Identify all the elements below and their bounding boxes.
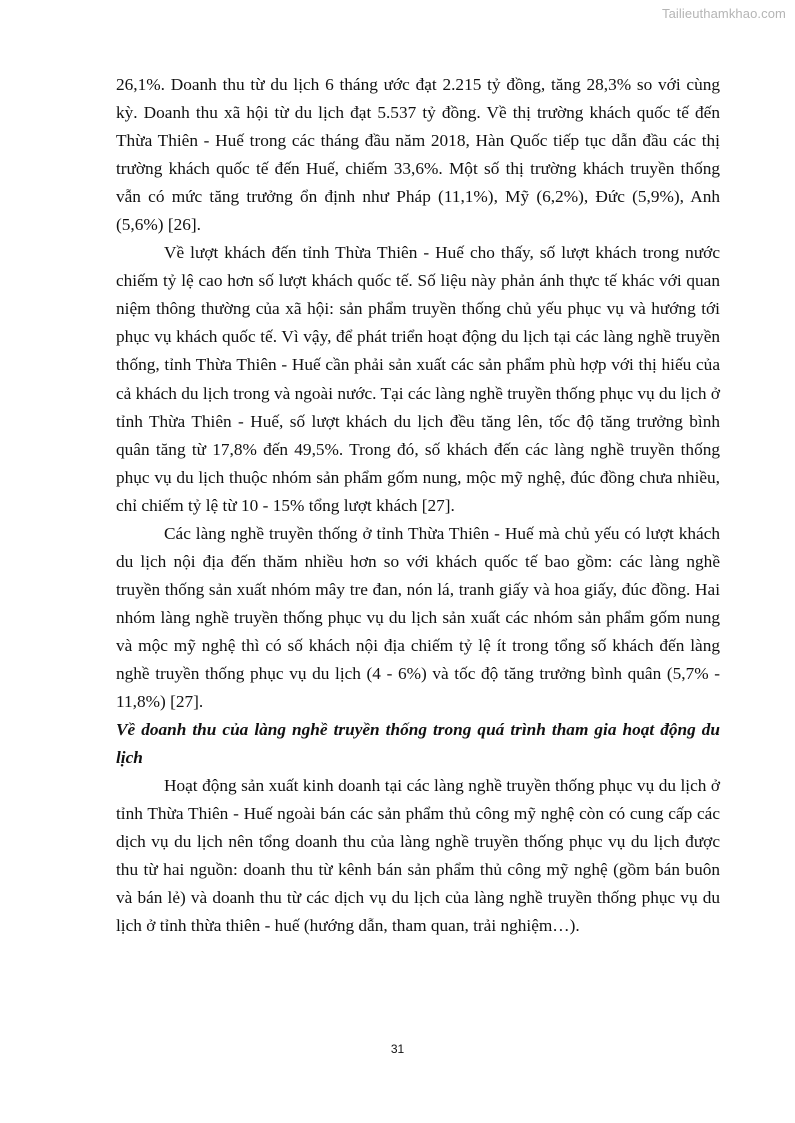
paragraph-revenue-sources: Hoạt động sản xuất kinh doanh tại các làng nghề truyền thống phục vụ du lịch ở tỉnh Thừa Thiên - Huế ngoài bán các sản phẩm thủ công mỹ nghệ còn có cung cấp các dịch vụ du lịch nên tổng doanh thu của làng nghề truyền thống phục vụ du lịch được thu từ hai nguồn: doanh thu từ kênh bán sản phẩm thủ công mỹ nghệ (gồm bán buôn và bán lẻ) và doanh thu từ các dịch vụ du lịch của làng nghề truyền thống phục vụ du lịch ở tỉnh thừa thiên - huế (hướng dẫn, tham quan, trải nghiệm…). <box>116 776 720 936</box>
paragraph-revenue-statistics: 26,1%. Doanh thu từ du lịch 6 tháng ước đạt 2.215 tỷ đồng, tăng 28,3% so với cùng kỳ. Doanh thu xã hội từ du lịch đạt 5.537 tỷ đồng. Về thị trường khách quốc tế đến Thừa Thiên - Huế trong các tháng đầu năm 2018, Hàn Quốc tiếp tục dẫn đầu các thị trường khách quốc tế đến Huế, chiếm 33,6%. Một số thị trường khách truyền thống vẫn có mức tăng trưởng ổn định như Pháp (11,1%), Mỹ (6,2%), Đức (5,9%), Anh (5,6%) [26]. <box>116 75 720 235</box>
paragraph-domestic-visitors: Các làng nghề truyền thống ở tỉnh Thừa Thiên - Huế mà chủ yếu có lượt khách du lịch nội địa đến thăm nhiều hơn so với khách quốc tế bao gồm: các làng nghề truyền thống sản xuất nhóm mây tre đan, nón lá, tranh giấy và hoa giấy, đúc đồng. Hai nhóm làng nghề truyền thống phục vụ du lịch sản xuất các nhóm sản phẩm gốm nung và mộc mỹ nghệ thì có số khách nội địa chiếm tỷ lệ ít trong tổng số khách đến làng nghề truyền thống phục vụ du lịch (4 - 6%) và tốc độ tăng trưởng bình quân (5,7% - 11,8%) [27]. <box>116 523 720 712</box>
watermark-text: Tailieuthamkhao.com <box>661 6 786 21</box>
section-heading-revenue: Về doanh thu của làng nghề truyền thống trong quá trình tham gia hoạt động du lịch <box>116 720 720 768</box>
page-number: 31 <box>390 1042 405 1056</box>
page-body <box>116 71 720 940</box>
paragraph-visitor-numbers: Về lượt khách đến tỉnh Thừa Thiên - Huế cho thấy, số lượt khách trong nước chiếm tỷ lệ cao hơn số lượt khách quốc tế. Số liệu này phản ánh thực tế khác với quan niệm thông thường của xã hội: sản phẩm truyền thống chủ yếu phục vụ và hướng tới phục vụ khách quốc tế. Vì vậy, để phát triển hoạt động du lịch tại các làng nghề truyền thống, tỉnh Thừa Thiên - Huế cần phải sản xuất các sản phẩm phù hợp với thị hiếu của cả khách du lịch trong và ngoài nước. Tại các làng nghề truyền thống phục vụ du lịch ở tỉnh Thừa Thiên - Huế, số lượt khách du lịch đều tăng lên, tốc độ tăng trưởng bình quân tăng từ 17,8% đến 49,5%. Trong đó, số khách đến các làng nghề truyền thống phục vụ du lịch thuộc nhóm sản phẩm gốm nung, mộc mỹ nghệ, đúc đồng chưa nhiều, chỉ chiếm tỷ lệ từ 10 - 15% tổng lượt khách [27]. <box>116 243 720 515</box>
